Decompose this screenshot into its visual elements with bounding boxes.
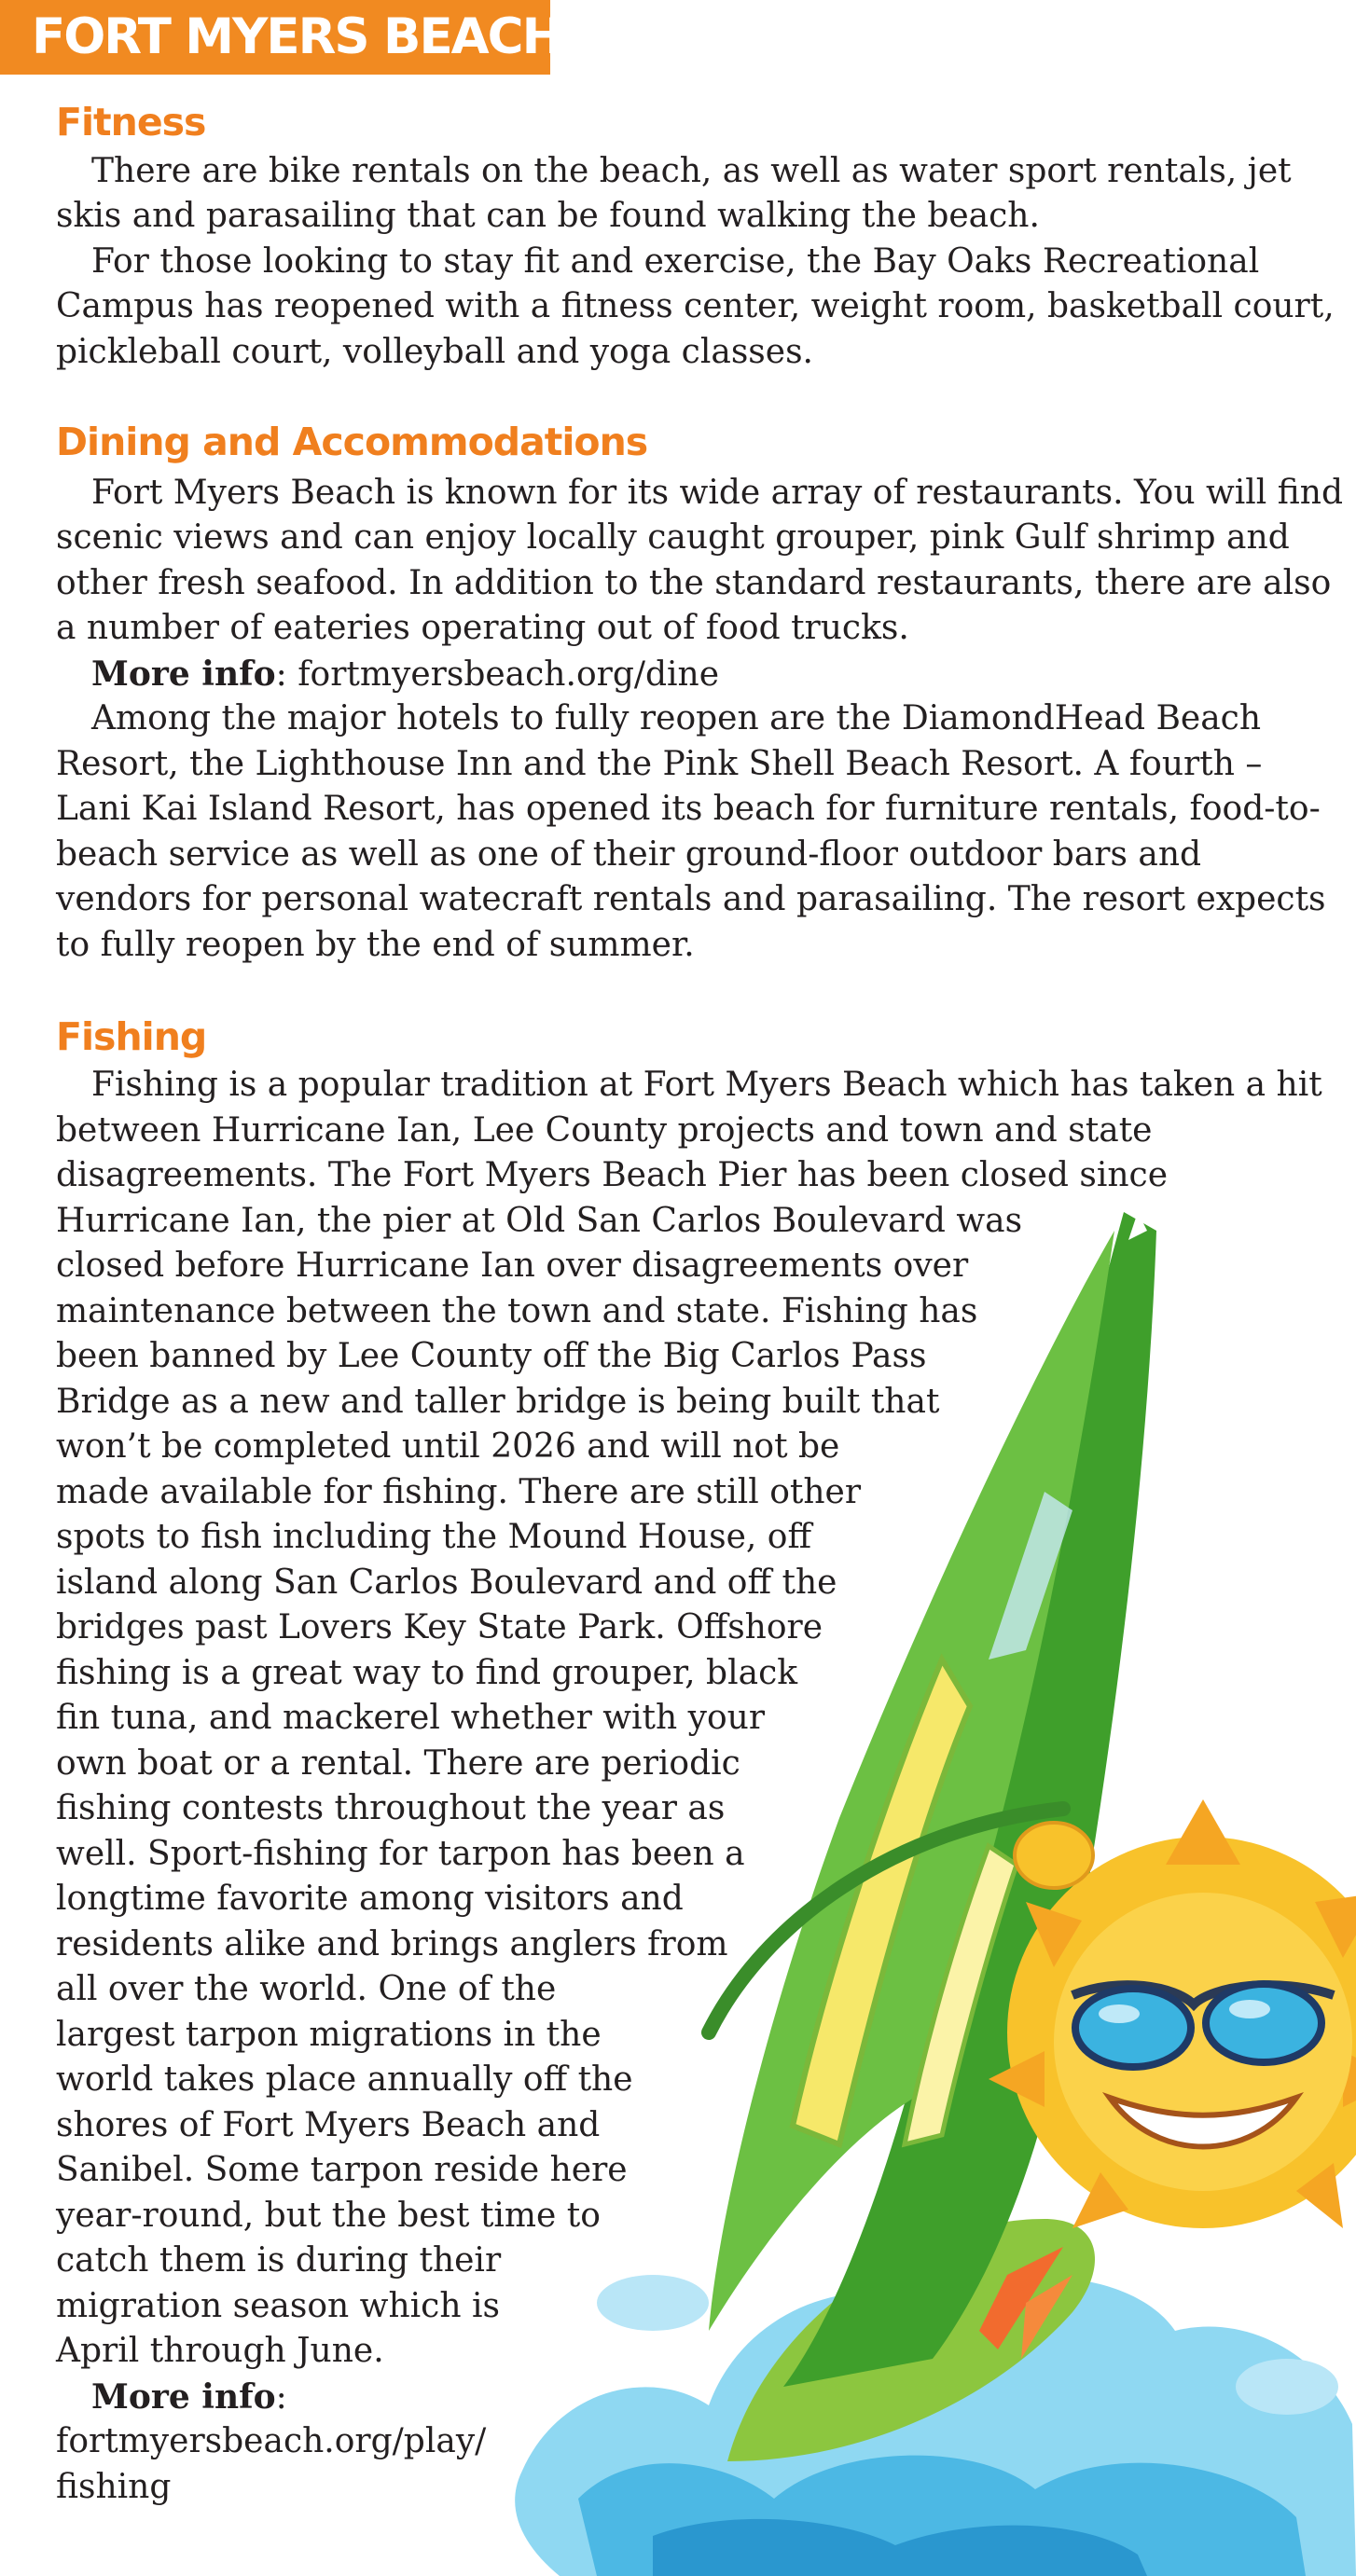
fishing-line: longtime favorite among visitors and [56,1880,684,1918]
fishing-line: bridges past Lovers Key State Park. Offshore [56,1608,823,1646]
more-info-colon: : [275,2378,287,2417]
fishing-line: Sanibel. Some tarpon reside here [56,2151,628,2189]
fishing-line: well. Sport-fishing for tarpon has been a [56,1835,745,1873]
fitness-line: Campus has reopened with a fitness center, weight room, basketball court, [56,287,1335,325]
dining-line: scenic views and can enjoy locally caught grouper, pink Gulf shrimp and [56,518,1290,557]
fishing-line: spots to fish including the Mound House, off [56,1518,812,1556]
fishing-line: fishing contests throughout the year as [56,1789,726,1827]
fitness-line: skis and parasailing that can be found walking the beach. [56,197,1040,235]
fishing-line: all over the world. One of the [56,1970,557,2008]
fishing-line: maintenance between the town and state. Fishing has [56,1292,978,1330]
fishing-line: between Hurricane Ian, Lee County projects and town and state [56,1111,1153,1150]
more-info-label: More info [91,654,276,694]
fishing-line: world takes place annually off the [56,2060,633,2099]
banner-title: FORT MYERS BEACH [32,8,561,65]
fishing-heading: Fishing [56,1014,207,1059]
more-info-link[interactable]: fishing [56,2468,172,2506]
dining-line: Lani Kai Island Resort, has opened its beach for furniture rentals, food-to- [56,790,1321,828]
fitness-line: For those looking to stay fit and exercise, the Bay Oaks Recreational [91,242,1260,281]
dining-line: a number of eateries operating out of food trucks. [56,609,909,647]
fishing-more-info [91,2375,287,2421]
fishing-line: island along San Carlos Boulevard and off the [56,1564,837,1602]
dining-line: Among the major hotels to fully reopen are the DiamondHead Beach [91,699,1262,737]
more-info-link[interactable]: fortmyersbeach.org/play/ [56,2422,487,2460]
fishing-line: largest tarpon migrations in the [56,2016,602,2054]
fishing-line: Fishing is a popular tradition at Fort Myers Beach which has taken a hit [91,1066,1322,1104]
fishing-line: Bridge as a new and taller bridge is being built that [56,1383,940,1421]
dining-line: Fort Myers Beach is known for its wide array of restaurants. You will find [91,474,1344,512]
fishing-line: fin tuna, and mackerel whether with your [56,1699,766,1737]
dining-line: vendors for personal watecraft rentals and parasailing. The resort expects [56,880,1326,918]
more-info-label: More info [91,2377,276,2417]
section-banner [0,0,561,75]
dining-line: Resort, the Lighthouse Inn and the Pink Shell Beach Resort. A fourth – [56,745,1263,783]
fishing-line: been banned by Lee County off the Big Carlos Pass [56,1337,927,1375]
fishing-line: won’t be completed until 2026 and will not be [56,1427,840,1466]
sun-mascot [989,1799,1356,2228]
fishing-line: fishing is a great way to find grouper, black [56,1654,798,1692]
fishing-line: own boat or a rental. There are periodic [56,1744,740,1783]
fishing-line: Hurricane Ian, the pier at Old San Carlos Boulevard was [56,1202,1023,1240]
dining-more-info [91,652,719,698]
dining-line: beach service as well as one of their ground-floor outdoor bars and [56,835,1202,874]
fishing-line: year-round, but the best time to [56,2197,601,2235]
fitness-line: There are bike rentals on the beach, as well as water sport rentals, jet [91,152,1292,190]
fishing-line: catch them is during their [56,2241,502,2280]
fishing-line: residents alike and brings anglers from [56,1925,728,1963]
fitness-line: pickleball court, volleyball and yoga classes. [56,333,813,371]
more-info-link[interactable]: : fortmyersbeach.org/dine [275,655,720,694]
dining-line: other fresh seafood. In addition to the standard restaurants, there are also [56,564,1332,602]
dining-heading: Dining and Accommodations [56,420,648,464]
fishing-line: disagreements. The Fort Myers Beach Pier has been closed since [56,1156,1169,1194]
fishing-line: April through June. [56,2332,384,2370]
fishing-line: made available for fishing. There are still other [56,1473,862,1511]
fishing-line: closed before Hurricane Ian over disagreements over [56,1247,969,1285]
dining-line: to fully reopen by the end of summer. [56,926,695,964]
fishing-line: migration season which is [56,2287,500,2325]
fitness-heading: Fitness [56,100,206,145]
fishing-line: shores of Fort Myers Beach and [56,2106,601,2144]
